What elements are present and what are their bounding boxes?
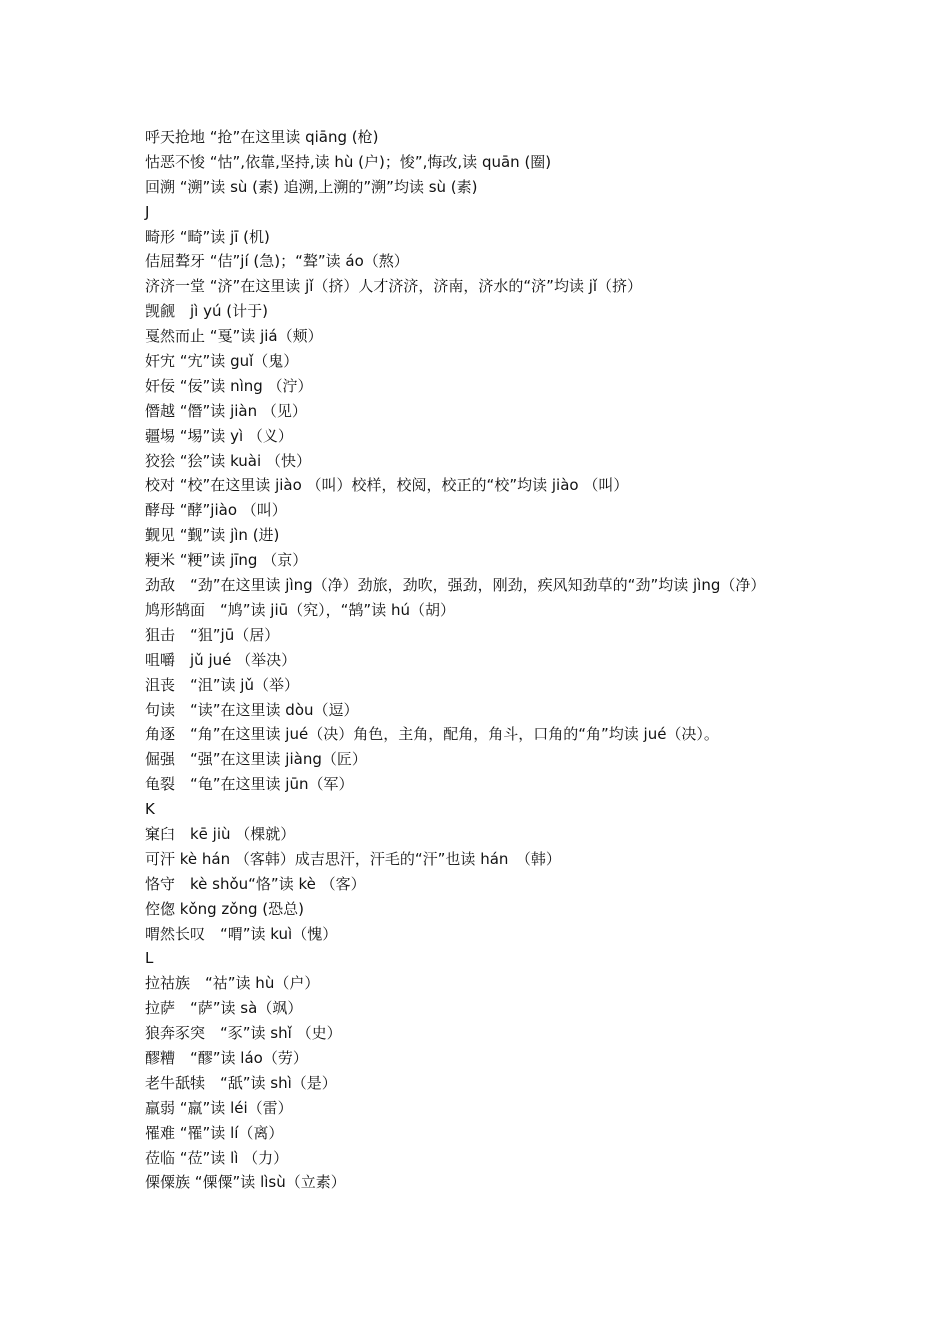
entry-line: 窠臼 kē jiù （棵就）	[145, 824, 296, 843]
entry-line: 倔强 “强”在这里读 jiàng（匠）	[145, 750, 367, 769]
entry-line: 傈僳族 “傈僳”读 lìsù（立素）	[145, 1173, 346, 1192]
entry-line: 狡狯 “狯”读 kuài （快）	[145, 451, 311, 470]
entry-line: 奸宄 “宄”读 guǐ（鬼）	[145, 352, 299, 371]
entry-line: 狼奔豕突 “豕”读 shǐ （史）	[145, 1024, 342, 1043]
entry-line: 呼天抢地 “抢”在这里读 qiāng (枪)	[145, 128, 379, 146]
entry-line: 沮丧 “沮”读 jǔ（举）	[145, 675, 299, 694]
entry-line: 醪糟 “醪”读 láo（劳）	[145, 1048, 308, 1067]
entry-line: 龟裂 “龟”在这里读 jūn（军）	[145, 775, 354, 794]
entry-line: 戛然而止 “戛”读 jiá（颊）	[145, 327, 323, 346]
entry-line: 畸形 “畸”读 jī (机)	[145, 227, 270, 246]
entry-line: 怙恶不悛 “怙”,依靠,坚持,读 hù (户)；悛”,悔改,读 quān (圈)	[145, 152, 552, 171]
entry-line: 羸弱 “羸”读 léi（雷）	[145, 1098, 293, 1117]
entry-line: 觐见 “觐”读 jìn (进)	[145, 526, 280, 545]
section-letter: J	[145, 202, 150, 221]
entry-line: 觊觎 jì yú (计于)	[145, 302, 268, 321]
entry-line: 佶屈聱牙 “佶”jí (急)；“聱”读 áo（熬）	[145, 252, 409, 271]
entry-line: 罹难 “罹”读 lí（离）	[145, 1123, 284, 1142]
entry-line: 莅临 “莅”读 lì （力）	[145, 1148, 289, 1167]
entry-line: 鸠形鹄面 “鸠”读 jiū（究），“鹄”读 hú（胡）	[145, 600, 455, 619]
entry-line: 可汗 kè hán （客韩）成吉思汗，汗毛的“汗”也读 hán （韩）	[145, 849, 561, 868]
entry-line: 咀嚼 jǔ jué （举决）	[145, 650, 297, 669]
entry-line: 老牛舐犊 “舐”读 shì（是）	[145, 1073, 337, 1092]
entry-line: 恪守 kè shǒu“恪”读 kè （客）	[145, 874, 366, 893]
entry-line: 狙击 “狙”jū（居）	[145, 625, 280, 644]
entry-line: 倥偬 kǒng zǒng (恐总)	[145, 899, 304, 918]
entry-line: 角逐 “角”在这里读 jué（决）角色，主角，配角，角斗，口角的“角”均读 jué（决）。	[145, 725, 719, 744]
entry-line: 僭越 “僭”读 jiàn （见）	[145, 401, 307, 420]
entry-line: 济济一堂 “济”在这里读 jǐ（挤）人才济济，济南，济水的“济”均读 jǐ（挤）	[145, 277, 643, 296]
entry-line: 喟然长叹 “喟”读 kuì（愧）	[145, 924, 338, 943]
section-letter: K	[145, 800, 155, 819]
entry-line: 拉萨 “萨”读 sà（飒）	[145, 999, 303, 1018]
section-letter: L	[145, 949, 154, 968]
entry-line: 粳米 “粳”读 jīng （京）	[145, 551, 308, 570]
document-page	[145, 125, 825, 1195]
entry-line: 疆埸 “埸”读 yì （义）	[145, 426, 293, 445]
entry-line: 劲敌 “劲”在这里读 jìng（净）劲旅，劲吹，强劲，刚劲，疾风知劲草的“劲”均读 jìng（净）	[145, 576, 766, 595]
entry-line: 校对 “校”在这里读 jiào （叫）校样，校阅，校正的“校”均读 jiào （叫）	[145, 476, 629, 495]
entry-line: 回溯 “溯”读 sù (素) 追溯,上溯的”溯”均读 sù (素)	[145, 177, 478, 196]
entry-line: 酵母 “酵”jiào （叫）	[145, 501, 287, 520]
entry-line: 奸佞 “佞”读 nìng （泞）	[145, 376, 313, 395]
entry-line: 拉祜族 “祜”读 hù（户）	[145, 974, 320, 993]
entry-line: 句读 “读”在这里读 dòu（逗）	[145, 700, 359, 719]
